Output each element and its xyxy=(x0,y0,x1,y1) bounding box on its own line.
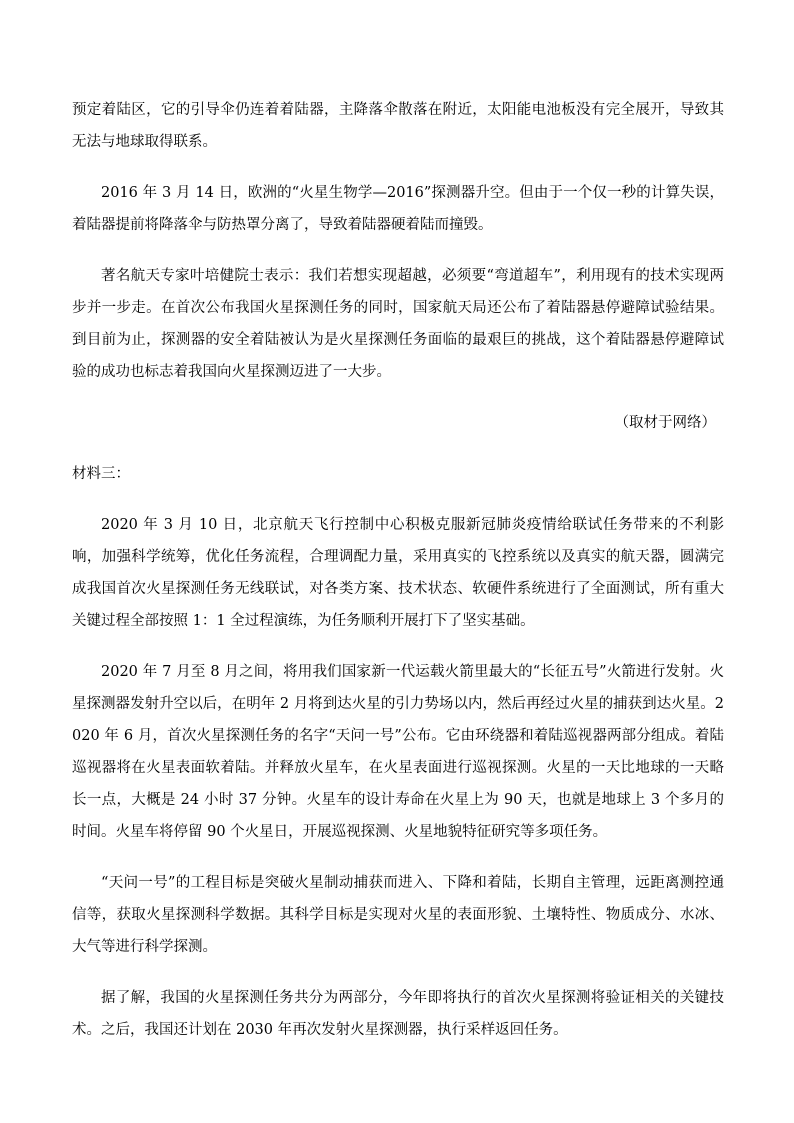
paragraph-europe-probe: 2016 年 3 月 14 日，欧洲的“火星生物学—2016”探测器升空。但由于一个仅一秒的计算失误，着陆器提前将降落伞与防热罩分离了，导致着陆器硬着陆而撞毁。 xyxy=(72,185,724,233)
paragraph-engineering-goals: “天问一号”的工程目标是突破火星制动捕获而进入、下降和着陆，长期自主管理，远距离测控通信等，获取火星探测科学数据。其科学目标是实现对火星的表面形貌、土壤特性、物质成分、水冰、大气等进行科学探测。 xyxy=(72,875,724,955)
source-note: （取材于网络） xyxy=(614,415,716,431)
paragraph-expert-statement: 著名航天专家叶培健院士表示：我们若想实现超越，必须要“弯道超车”，利用现有的技术实现两步并一步走。在首次公布我国火星探测任务的同时，国家航天局还公布了着陆器悬停避障试验结果。到目前为止，探测器的安全着陆被认为是火星探测任务面临的最艰巨的挑战，这个着陆器悬停避障试验的成功也标志着我国向火星探测迈进了一大步。 xyxy=(72,268,724,380)
material-three-heading: 材料三： xyxy=(72,466,130,482)
document-body xyxy=(72,94,724,1065)
paragraph-wireless-test: 2020 年 3 月 10 日，北京航天飞行控制中心积极克服新冠肺炎疫情给联试任务带来的不利影响，加强科学统筹，优化任务流程，合理调配力量，采用真实的飞控系统以及真实的航天器，圆满完成我国首次火星探测任务无线联试，对各类方案、技术状态、软硬件系统进行了全面测试，所有重大关键过程全部按照 1：1 全过程演练，为任务顺利开展打下了坚实基础。 xyxy=(72,517,724,629)
paragraph-future-mission: 据了解，我国的火星探测任务共分为两部分，今年即将执行的首次火星探测将验证相关的关键技术。之后，我国还计划在 2030 年再次发射火星探测器，执行采样返回任务。 xyxy=(72,990,724,1038)
paragraph-continuation: 预定着陆区，它的引导伞仍连着着陆器，主降落伞散落在附近，太阳能电池板没有完全展开，导致其无法与地球取得联系。 xyxy=(72,102,724,150)
paragraph-launch-plan: 2020 年 7 月至 8 月之间，将用我们国家新一代运载火箭里最大的“长征五号”火箭进行发射。火星探测器发射升空以后，在明年 2 月将到达火星的引力势场以内，然后再经过火星的捕获到达火星。2020 年 6 月，首次火星探测任务的名字“天问一号”公布。它由环绕器和着陆巡视器两部分组成。着陆巡视器将在火星表面软着陆。并释放火星车，在火星表面进行巡视探测。火星的一天比地球的一天略长一点，大概是 24 小时 37 分钟。火星车的设计寿命在火星上为 90 天，也就是地球上 3 个多月的时间。火星车将停留 90 个火星日，开展巡视探测、火星地貌特征研究等多项任务。 xyxy=(72,664,724,840)
